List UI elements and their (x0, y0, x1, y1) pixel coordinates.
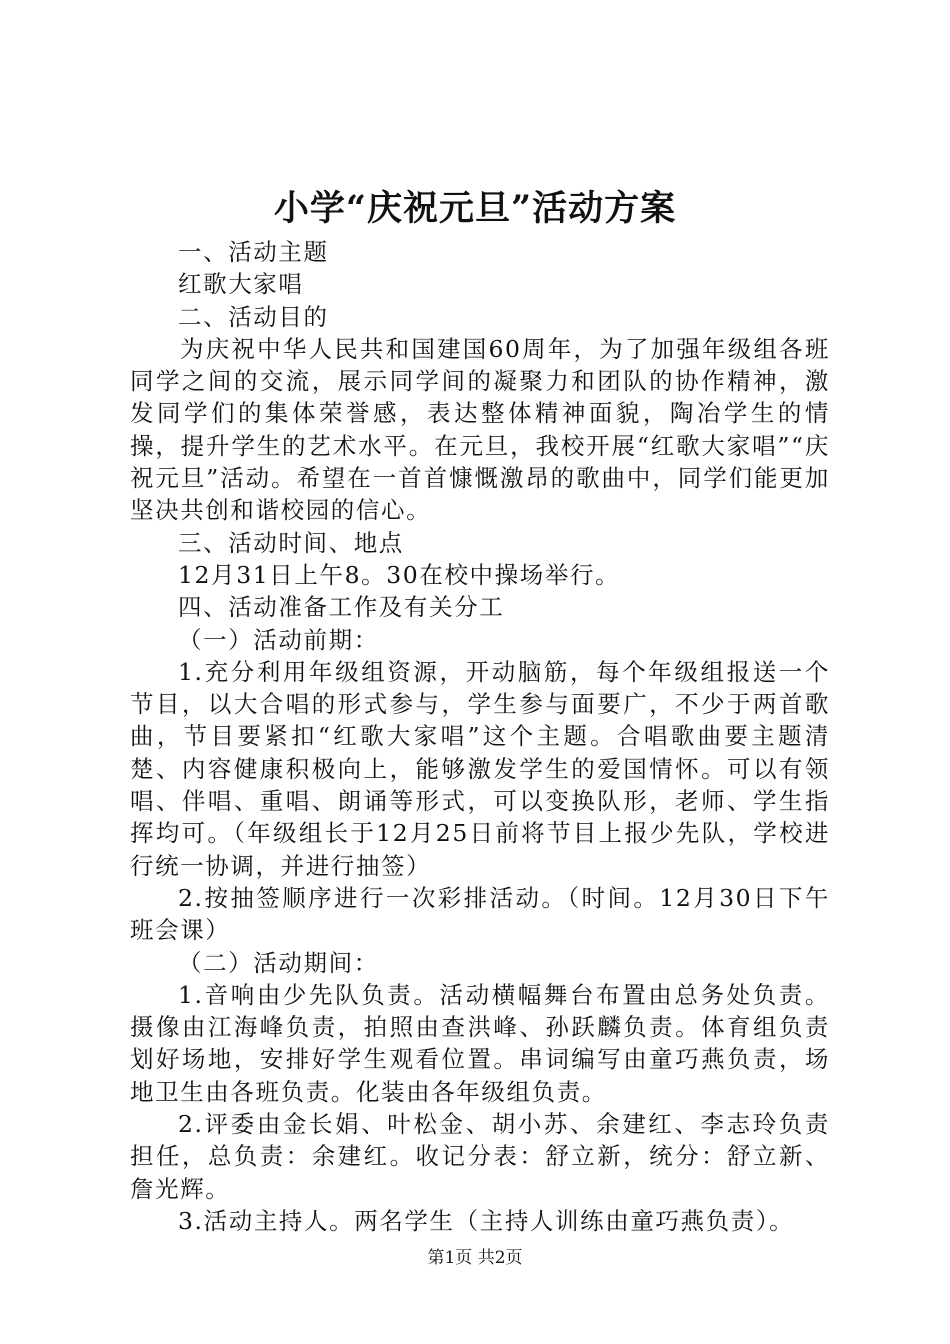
section-heading-theme: 一、活动主题 (178, 238, 329, 266)
document-body (130, 236, 830, 1237)
before-item-2: 2.按抽签顺序进行一次彩排活动。（时间。12月30日下午班会课） (130, 883, 830, 945)
during-item-2: 2.评委由金长娟、叶松金、胡小苏、余建红、李志玲负责担任，总负责：余建红。收记分表：舒立新，统分：舒立新、詹光辉。 (130, 1110, 830, 1203)
page-footer: 第1页 共2页 (427, 1248, 523, 1268)
purpose-paragraph: 为庆祝中华人民共和国建国60周年，为了加强年级组各班同学之间的交流，展示同学间的凝聚力和团队的协作精神，激发同学们的集体荣誉感，表达整体精神面貌，陶冶学生的情操，提升学生的艺术水平。在元旦，我校开展“红歌大家唱”“庆祝元旦”活动。希望在一首首慷慨激昂的歌曲中，同学们能更加坚决共创和谐校园的信心。 (130, 334, 830, 525)
before-item-1: 1.充分利用年级组资源，开动脑筋，每个年级组报送一个节目，以大合唱的形式参与，学生参与面要广，不少于两首歌曲，节目要紧扣“红歌大家唱”这个主题。合唱歌曲要主题清楚、内容健康积极向上，能够激发学生的爱国情怀。可以有领唱、伴唱、重唱、朗诵等形式，可以变换队形，老师、学生指挥均可。（年级组长于12月25日前将节目上报少先队，学校进行统一协调，并进行抽签） (130, 657, 830, 880)
time-place-text: 12月31日上午8。30在校中操场举行。 (178, 560, 621, 589)
section-heading-preparation: 四、活动准备工作及有关分工 (178, 593, 505, 622)
subsection-heading-before: （一）活动前期： (178, 625, 379, 654)
document-title: 小学“庆祝元旦”活动方案 (273, 188, 677, 229)
subsection-heading-during: （二）活动期间： (178, 948, 379, 977)
during-item-1: 1.音响由少先队负责。活动横幅舞台布置由总务处负责。摄像由江海峰负责，拍照由查洪峰、孙跃麟负责。体育组负责划好场地，安排好学生观看位置。串词编写由童巧燕负责，场地卫生由各班负责。化装由各年级组负责。 (130, 980, 830, 1106)
theme-text: 红歌大家唱 (178, 270, 304, 299)
during-item-3: 3.活动主持人。两名学生（主持人训练由童巧燕负责）。 (178, 1206, 795, 1235)
section-heading-time-place: 三、活动时间、地点 (178, 528, 404, 557)
section-heading-purpose: 二、活动目的 (178, 302, 329, 331)
